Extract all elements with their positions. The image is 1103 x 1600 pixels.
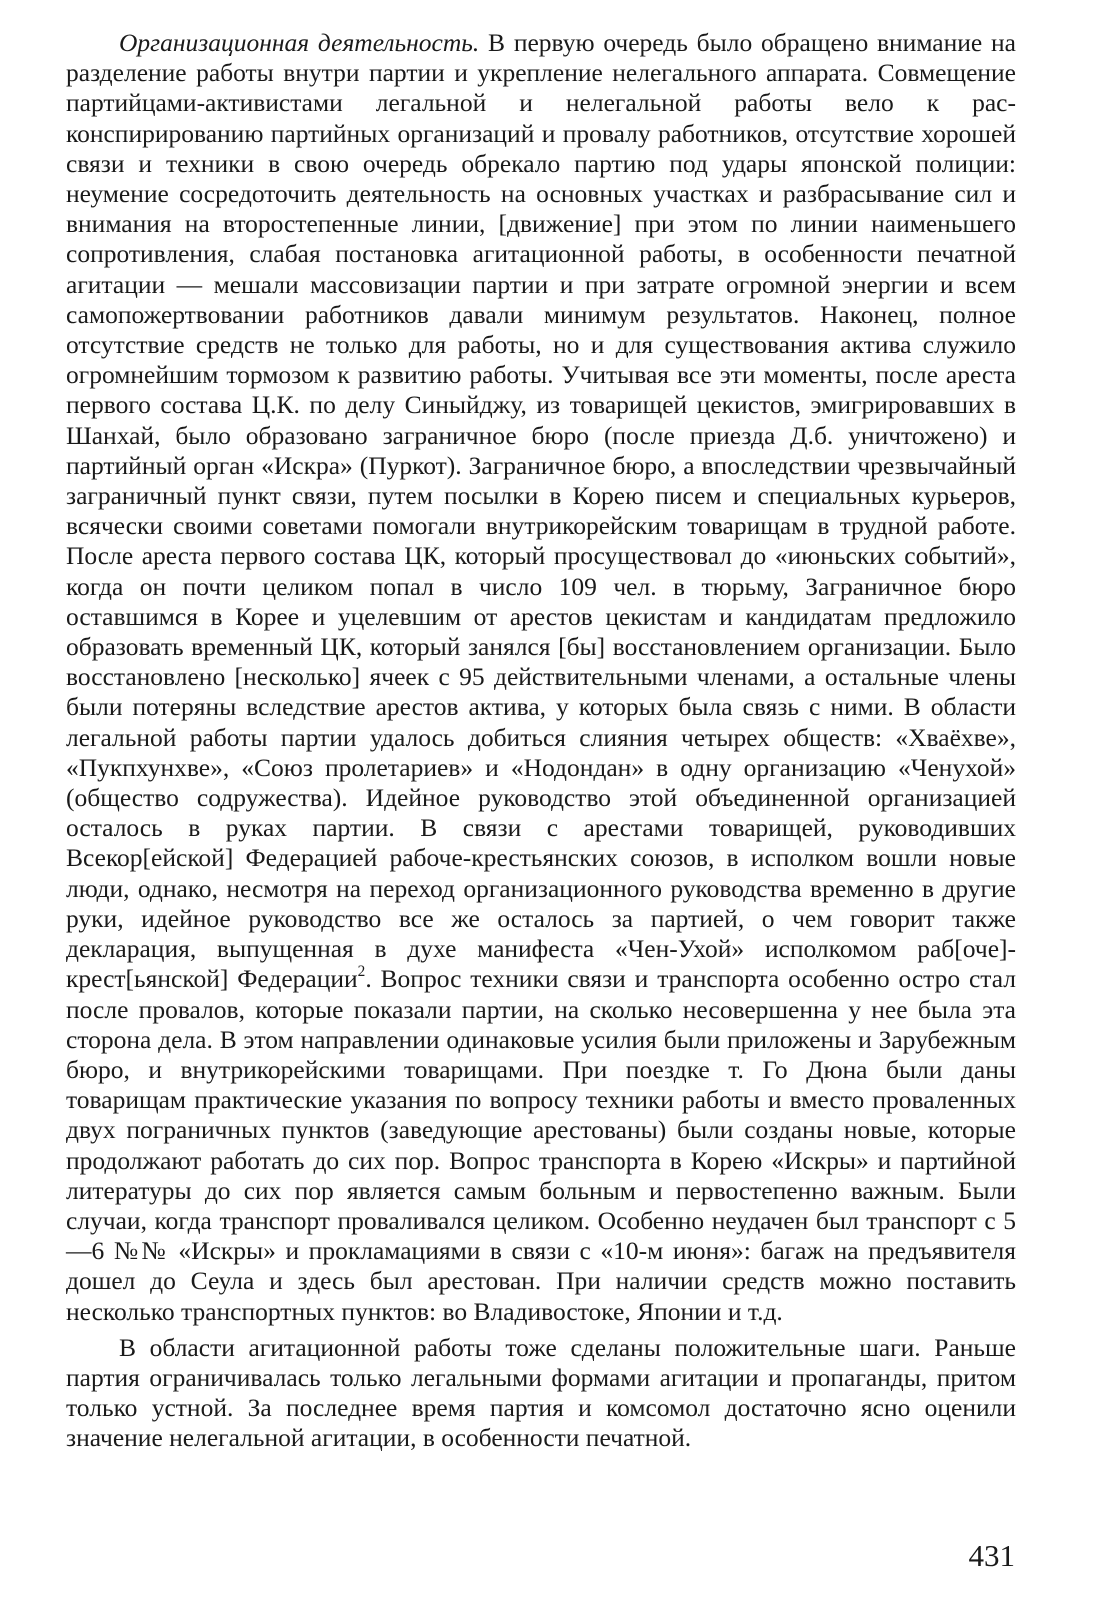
paragraph-agitation-work <box>66 1333 1016 1454</box>
paragraph-organizational-activity <box>66 28 1016 1327</box>
paragraph-text: В области агитационной работы тоже сделаны положительные шаги. Раньше партия ограничивалась только легальными формами агитации и пропаганды, притом только устной. За последнее время партия и комсомол достаточно ясно оценили значение нелегальной агитации, в особенности печатной. <box>66 1332 1016 1453</box>
section-lead-heading: Организационная деятельность. <box>119 28 480 57</box>
paragraph-text: В первую очередь было обращено внимание на разделение работы внутри партии и укрепление нелегального аппарата. Совмещение партийцами-активистами легальной и нелегальной работы вело к расконспирированию партийных организаций и провалу работников, отсутствие хорошей связи и техники в свою очередь обрекало партию под удары японской полиции: неумение сосредоточить деятельность на основных участках и разбрасывание сил и внимания на второстепенные линии, [движение] при этом по линии наименьшего сопротивления, слабая постановка агитационной работы, в особенности печатной агитации — мешали массовизации партии и при затрате огромной энергии и всем самопожертвовании работников давали минимум результатов. Наконец, полное отсутствие средств не только для работы, но и для существования актива служило огромнейшим тормозом к развитию работы. Учитывая все эти моменты, после ареста первого состава Ц.К. по делу Синыйджу, из товарищей цекистов, эмигрировавших в Шанхай, было образовано заграничное бюро (после приезда Д.б. уничтожено) и партийный орган «Искра» (Пуркот). Заграничное бюро, а впоследствии чрезвычайный заграничный пункт связи, путем посылки в Корею писем и специальных курьеров, всячески своими советами помогали внутрикорейским товарищам в трудной работе. После ареста первого состава ЦК, который просуществовал до «июньских событий», когда он почти целиком попал в число 109 чел. в тюрьму, Заграничное бюро оставшимся в Корее и уцелевшим от арестов цекистам и кандидатам предложило образовать временный ЦК, который занялся [бы] восстановлением организации. Было восстановлено [несколько] ячеек с 95 действительными членами, а остальные члены были потеряны вследствие арестов актива, у которых была связь с ними. В области легальной работы партии удалось добиться слияния четырех обществ: «Хваёхве», «Пукпхунхве», «Союз пролетариев» и «Нодондан» в одну организацию «Ченухой» (общество содружества). Идейное руководство этой объединенной организацией осталось в руках партии. В связи с арестами товарищей, руководивших Всекор[ейской] Федерацией рабоче-крестьянских союзов, в исполком вошли новые люди, однако, несмотря на переход организационного руководства временно в другие руки, идейное руководство все же осталось за партией, о чем говорит также декларация, выпущенная в духе манифеста «Чен-Ухой» исполкомом раб[оче]-крест[ьянской] Федерации <box>66 28 1016 994</box>
paragraph-text-continued: . Вопрос техники связи и транспорта особенно остро стал после провалов, которые показали партии, на сколько несовершенна у нее была эта сторона дела. В этом направлении одинаковые усилия были приложены и Зарубежным бюро, и внутрикорейскими товарищами. При поездке т. Го Дюна были даны товарищам практические указания по вопросу техники работы и вместо проваленных двух пограничных пунктов (заведующие арестованы) были созданы новые, которые продолжают работать до сих пор. Вопрос транспорта в Корею «Искры» и партийной литературы до сих пор является самым больным и первостепенно важным. Были случаи, когда транспорт проваливался целиком. Особенно неудачен был транспорт с 5—6 №№ «Искры» и прокламациями в связи с «10-м июня»: багаж на предъявителя дошел до Сеула и здесь был арестован. При наличии средств можно поставить несколько транспортных пунктов: во Владивостоке, Японии и т.д. <box>66 964 1017 1326</box>
page-body <box>66 28 1016 1454</box>
footnote-reference: 2 <box>357 963 366 981</box>
page-number: 431 <box>968 1538 1015 1573</box>
